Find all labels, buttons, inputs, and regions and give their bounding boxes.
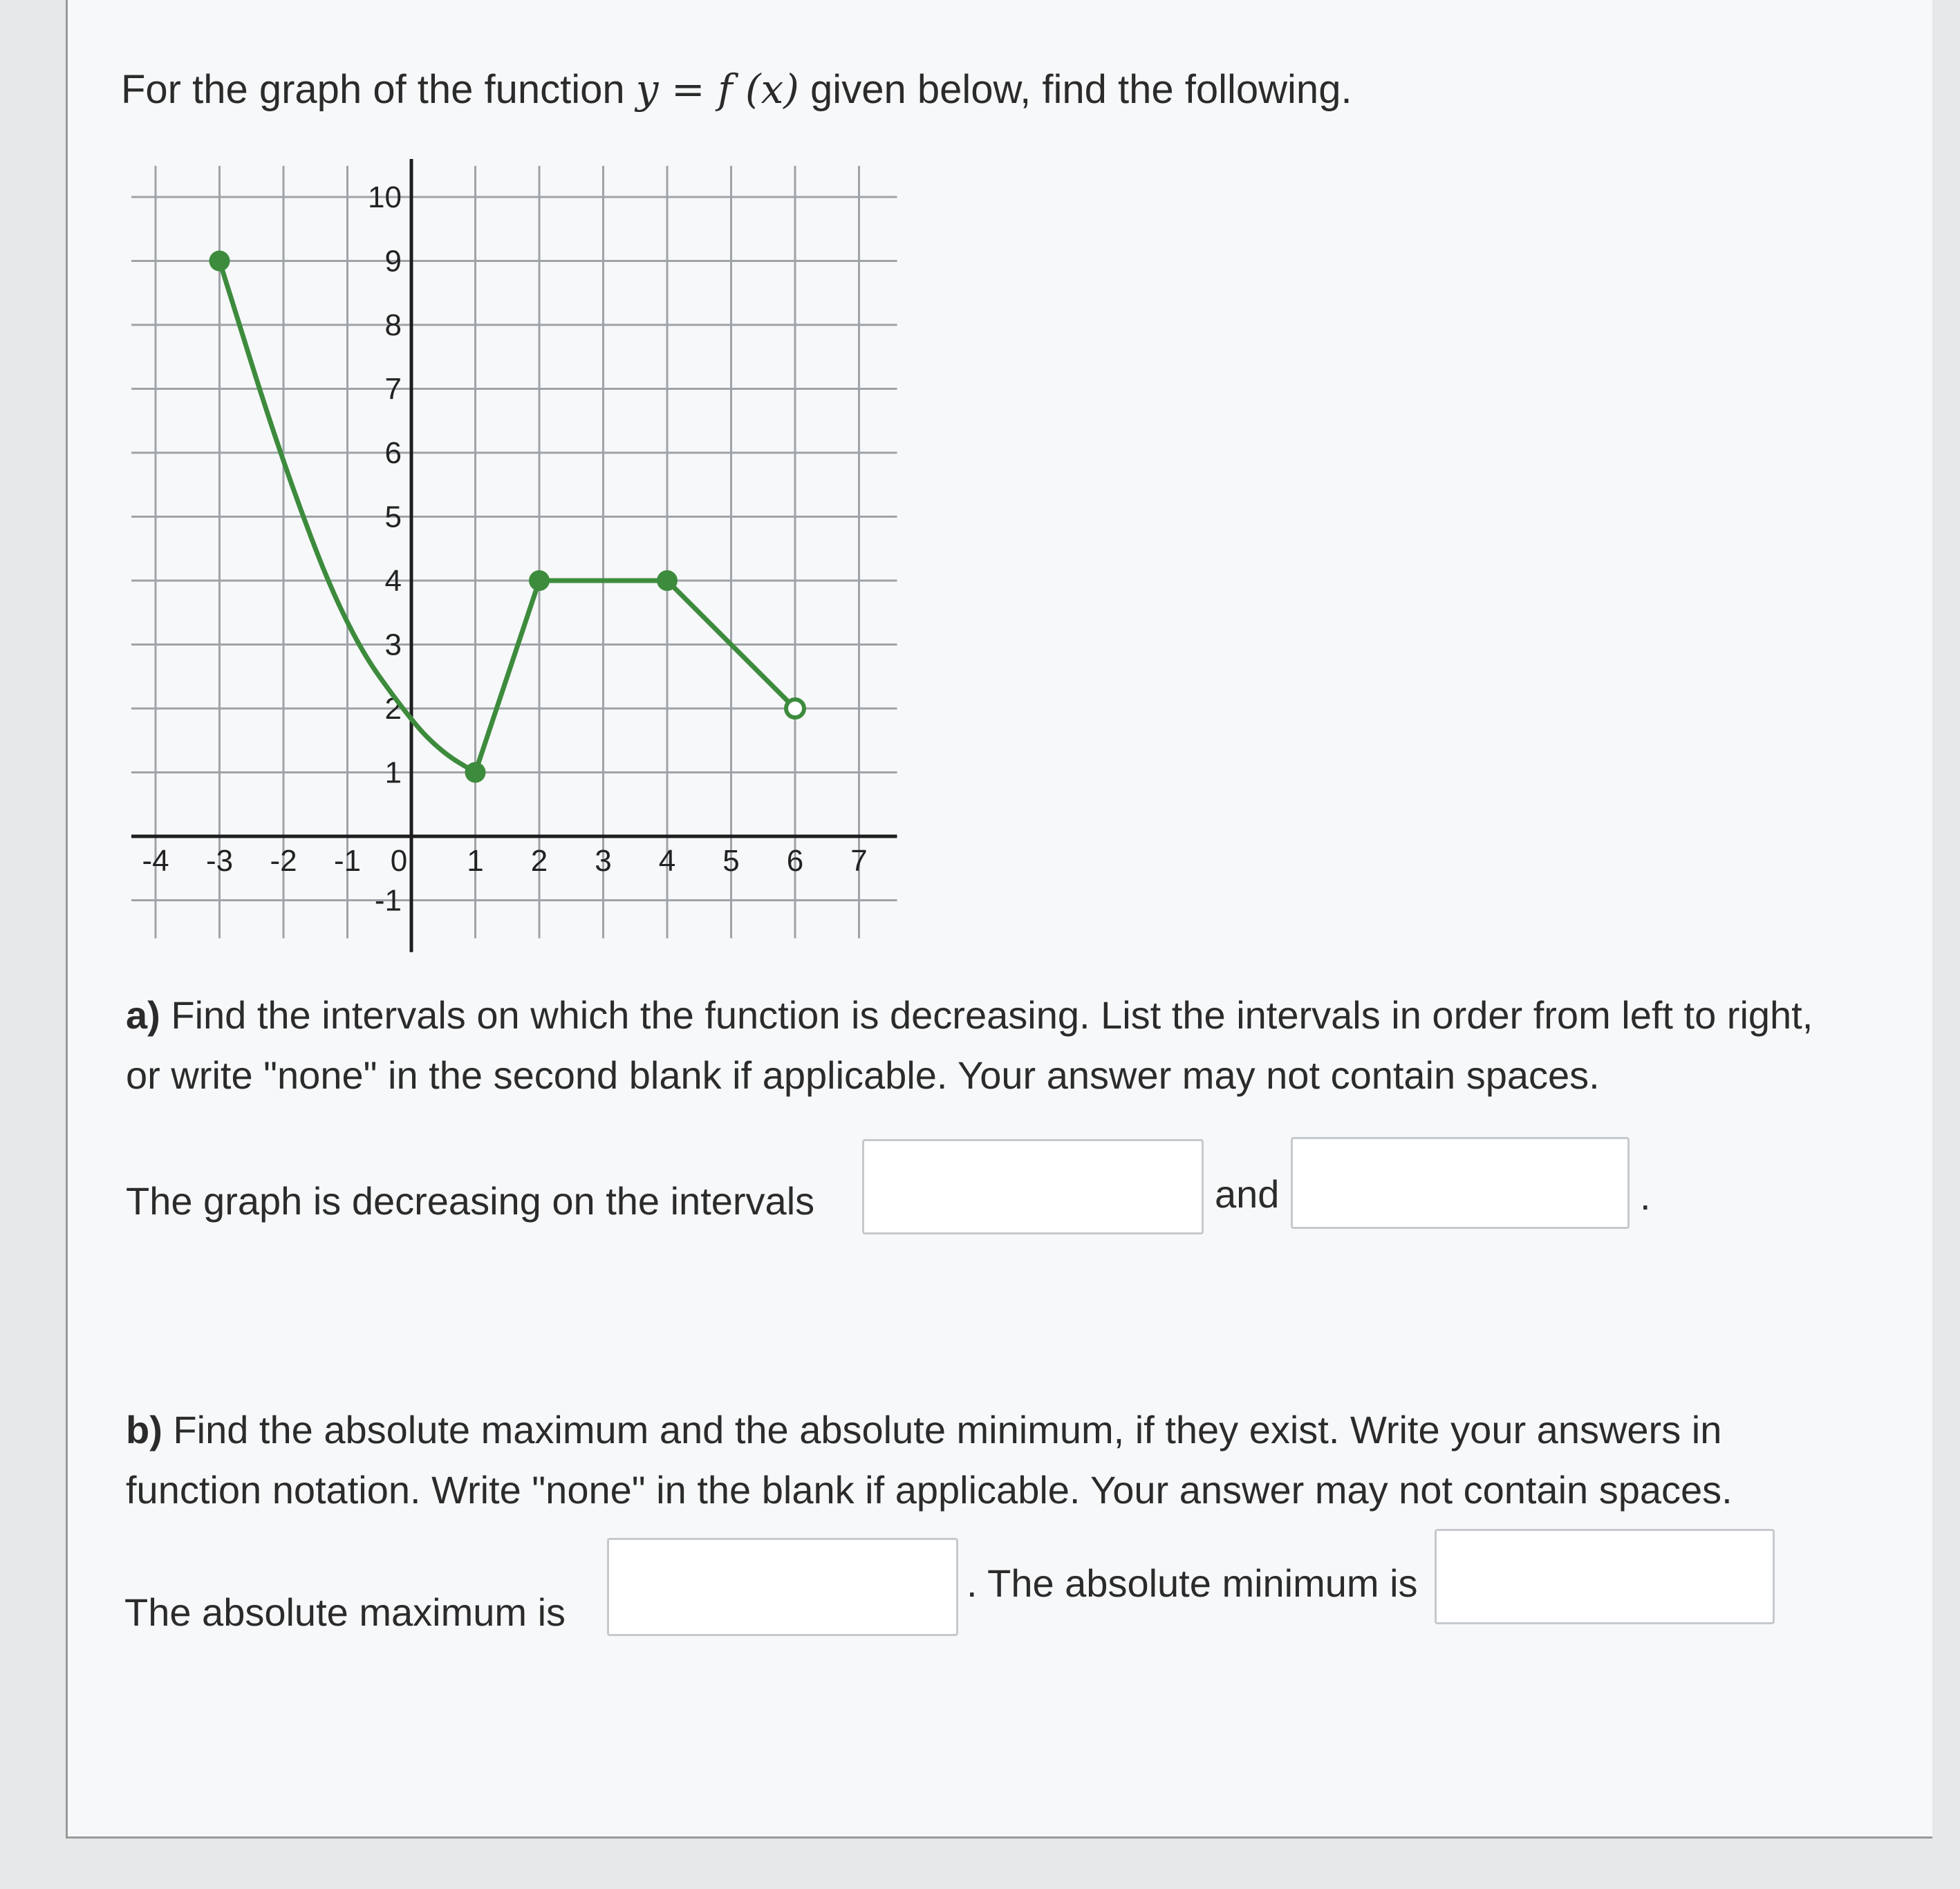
x-tick-label: 2	[530, 844, 548, 878]
part-a-question	[126, 985, 1820, 1105]
absolute-min-input[interactable]	[1435, 1529, 1775, 1624]
x-tick-label: 1	[467, 844, 484, 878]
period: .	[1640, 1174, 1651, 1218]
f-argument: (x)	[732, 66, 799, 113]
y-tick-label: 6	[384, 436, 402, 470]
x-tick-label: 0	[390, 844, 408, 878]
x-tick-label: -2	[270, 844, 297, 878]
y-tick-label: 5	[384, 500, 402, 534]
decreasing-interval-2-input[interactable]	[1291, 1137, 1630, 1229]
y-tick-label: 8	[384, 308, 402, 342]
decreasing-interval-1-input[interactable]	[862, 1139, 1204, 1234]
closed-point	[657, 570, 678, 591]
equals-sign: =	[658, 66, 718, 113]
closed-point	[209, 251, 230, 272]
y-tick-label: 4	[384, 564, 402, 598]
y-tick-label: 3	[384, 628, 402, 662]
f-name: f	[718, 66, 733, 113]
part-a-label: a)	[126, 993, 160, 1037]
question-intro	[121, 66, 1352, 113]
closed-point	[465, 762, 486, 783]
part-b-question	[126, 1400, 1820, 1520]
absolute-min-prompt: . The absolute minimum is	[967, 1561, 1418, 1605]
y-var: y	[635, 66, 659, 113]
x-tick-label: -4	[142, 844, 169, 878]
and-label: and	[1215, 1172, 1280, 1216]
y-tick-label: 1	[384, 755, 402, 790]
y-tick-label: 2	[384, 692, 402, 726]
x-tick-label: 7	[850, 844, 868, 878]
function-notation	[636, 66, 799, 113]
x-tick-label: -1	[333, 844, 362, 878]
intro-suffix: given below, find the following.	[799, 67, 1352, 112]
part-b-label: b)	[126, 1408, 162, 1451]
x-tick-label: -3	[205, 844, 234, 878]
x-tick-label: 5	[722, 844, 740, 878]
part-a-text: Find the intervals on which the function is decreasing. List the intervals in order from left to right, or write "none" in the second blank if applicable. Your answer may not contain spaces.	[126, 993, 1813, 1097]
intro-prefix: For the graph of the function	[121, 67, 636, 112]
x-tick-label: 6	[786, 844, 804, 878]
absolute-max-input[interactable]	[607, 1538, 958, 1636]
y-tick-label: -1	[374, 883, 402, 918]
function-graph	[131, 159, 933, 954]
x-tick-label: 4	[658, 844, 676, 878]
absolute-max-prompt: The absolute maximum is	[124, 1590, 566, 1634]
y-tick-label: 7	[384, 372, 402, 406]
decreasing-prompt: The graph is decreasing on the intervals	[126, 1179, 815, 1223]
part-b-text: Find the absolute maximum and the absolute minimum, if they exist. Write your answers in function notation. Write "none" in the blank if applicable. Your answer may not contain spaces.	[126, 1408, 1733, 1512]
closed-point	[529, 570, 550, 591]
x-tick-label: 3	[595, 844, 612, 878]
open-point	[786, 699, 804, 717]
y-tick-label: 10	[368, 180, 402, 214]
y-tick-label: 9	[384, 244, 402, 279]
